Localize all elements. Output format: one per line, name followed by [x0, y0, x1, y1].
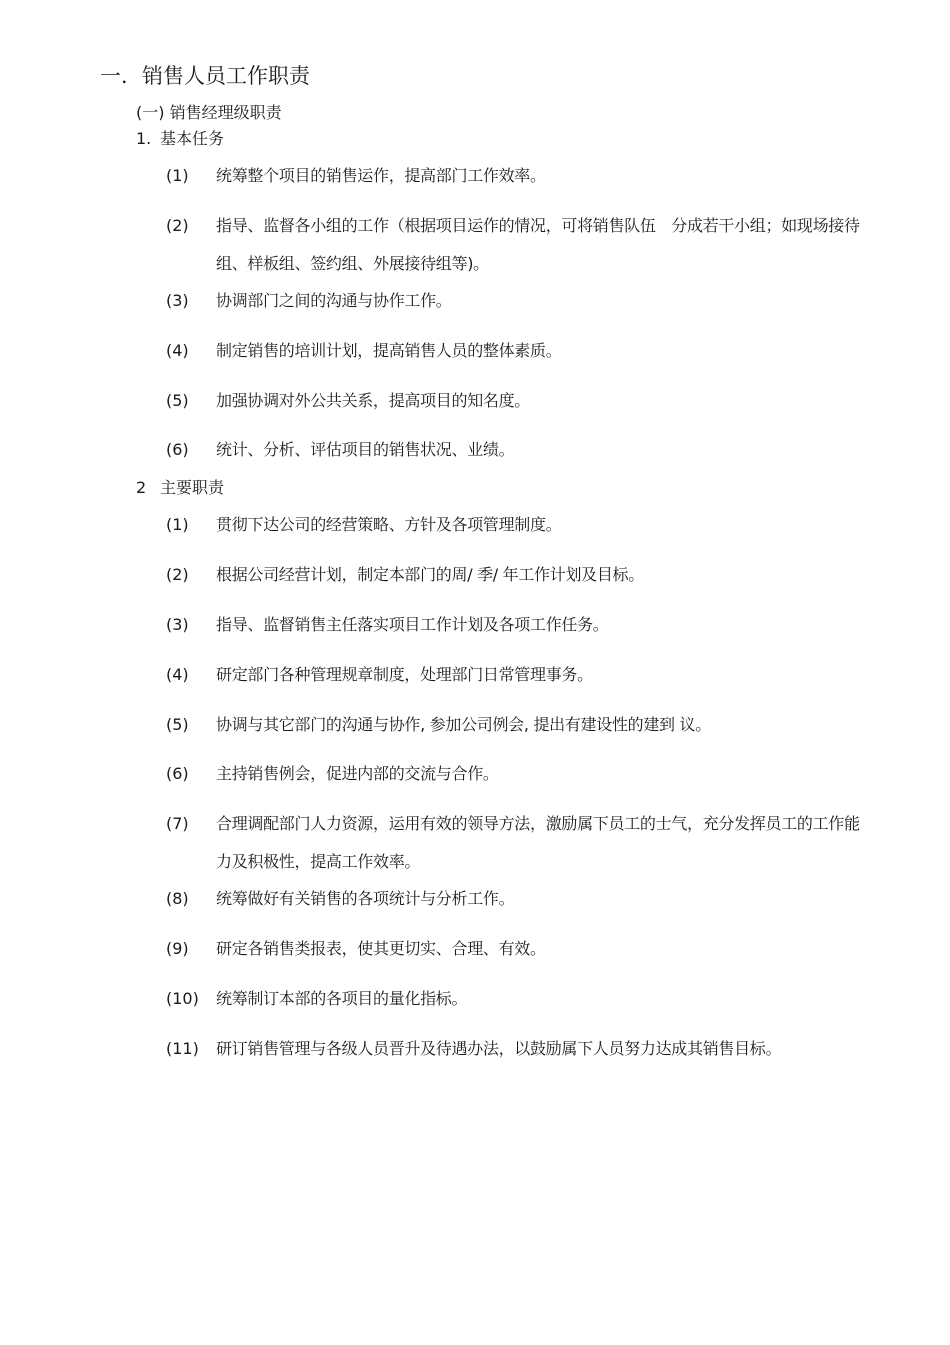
list-item-text: 贯彻下达公司的经营策略、方针及各项管理制度。: [216, 515, 562, 534]
list-item-text: 制定销售的培训计划，提高销售人员的整体素质。: [216, 341, 562, 360]
list-item-number: (3): [166, 291, 189, 310]
list-item: [166, 332, 870, 370]
list-item-number: (7): [166, 814, 189, 833]
list-item-text: 指导、监督销售主任落实项目工作计划及各项工作任务。: [216, 615, 609, 634]
list-item-text: 统筹整个项目的销售运作，提高部门工作效率。: [216, 166, 546, 185]
list-item: [166, 805, 870, 881]
list-item: [166, 431, 870, 469]
list-item-number: (5): [166, 715, 189, 734]
list-item-text: 合理调配部门人力资源，运用有效的领导方法，激励属下员工的士气，充分发挥员工的工作能力及积极性，提高工作效率。: [216, 814, 860, 871]
list-item: [166, 880, 870, 918]
list-item-text: 协调部门之间的沟通与协作工作。: [216, 291, 452, 310]
subsection-title: (一) 销售经理级职责: [136, 103, 282, 122]
section-number: 2: [136, 478, 147, 497]
list-item: [166, 980, 870, 1018]
list-item: [166, 207, 870, 283]
list-item: [166, 282, 870, 320]
list-item-text: 研订销售管理与各级人员晋升及待遇办法，以鼓励属下人员努力达成其销售目标。: [216, 1039, 782, 1058]
section-number: 1.: [136, 129, 152, 148]
list-item: [166, 755, 870, 793]
list-item-number: (9): [166, 939, 189, 958]
list-item-number: (11): [166, 1039, 199, 1058]
list-item-text: 加强协调对外公共关系，提高项目的知名度。: [216, 391, 531, 410]
section-heading-text: 主要职责: [160, 478, 225, 497]
list-item: [166, 706, 870, 744]
list-item-text: 指导、监督各小组的工作（根据项目运作的情况，可将销售队伍 分成若干小组；如现场接待组、样板组、签约组、外展接待组等)。: [216, 216, 860, 273]
list-item-number: (2): [166, 216, 189, 235]
list-item-text: 统筹做好有关销售的各项统计与分析工作。: [216, 889, 515, 908]
list-item-text: 协调与其它部门的沟通与协作, 参加公司例会, 提出有建设性的建到 议。: [216, 715, 711, 734]
document-title: 一．销售人员工作职责: [100, 64, 310, 88]
list-item-number: (6): [166, 440, 189, 459]
list-item-number: (6): [166, 764, 189, 783]
section-heading-basic-tasks: [136, 128, 224, 150]
list-item: [166, 930, 870, 968]
section-heading-text: 基本任务: [160, 129, 225, 148]
list-item-number: (2): [166, 565, 189, 584]
list-item: [166, 157, 870, 195]
list-item-number: (10): [166, 989, 199, 1008]
list-item: [166, 1030, 870, 1068]
list-item-number: (8): [166, 889, 189, 908]
list-item-number: (4): [166, 665, 189, 684]
list-item-text: 主持销售例会，促进内部的交流与合作。: [216, 764, 499, 783]
list-item-text: 研定部门各种管理规章制度，处理部门日常管理事务。: [216, 665, 593, 684]
list-item: [166, 382, 870, 420]
list-item: [166, 606, 870, 644]
list-item-number: (4): [166, 341, 189, 360]
list-item-text: 统筹制订本部的各项目的量化指标。: [216, 989, 468, 1008]
list-item-number: (1): [166, 166, 189, 185]
list-item-text: 根据公司经营计划，制定本部门的周/ 季/ 年工作计划及目标。: [216, 565, 644, 584]
list-item-number: (5): [166, 391, 189, 410]
section-heading-main-duties: [136, 477, 224, 499]
list-item-text: 研定各销售类报表，使其更切实、合理、有效。: [216, 939, 546, 958]
list-item-number: (3): [166, 615, 189, 634]
list-item: [166, 506, 870, 544]
list-item: [166, 556, 870, 594]
list-item-number: (1): [166, 515, 189, 534]
list-item-text: 统计、分析、评估项目的销售状况、业绩。: [216, 440, 515, 459]
list-item: [166, 656, 870, 694]
